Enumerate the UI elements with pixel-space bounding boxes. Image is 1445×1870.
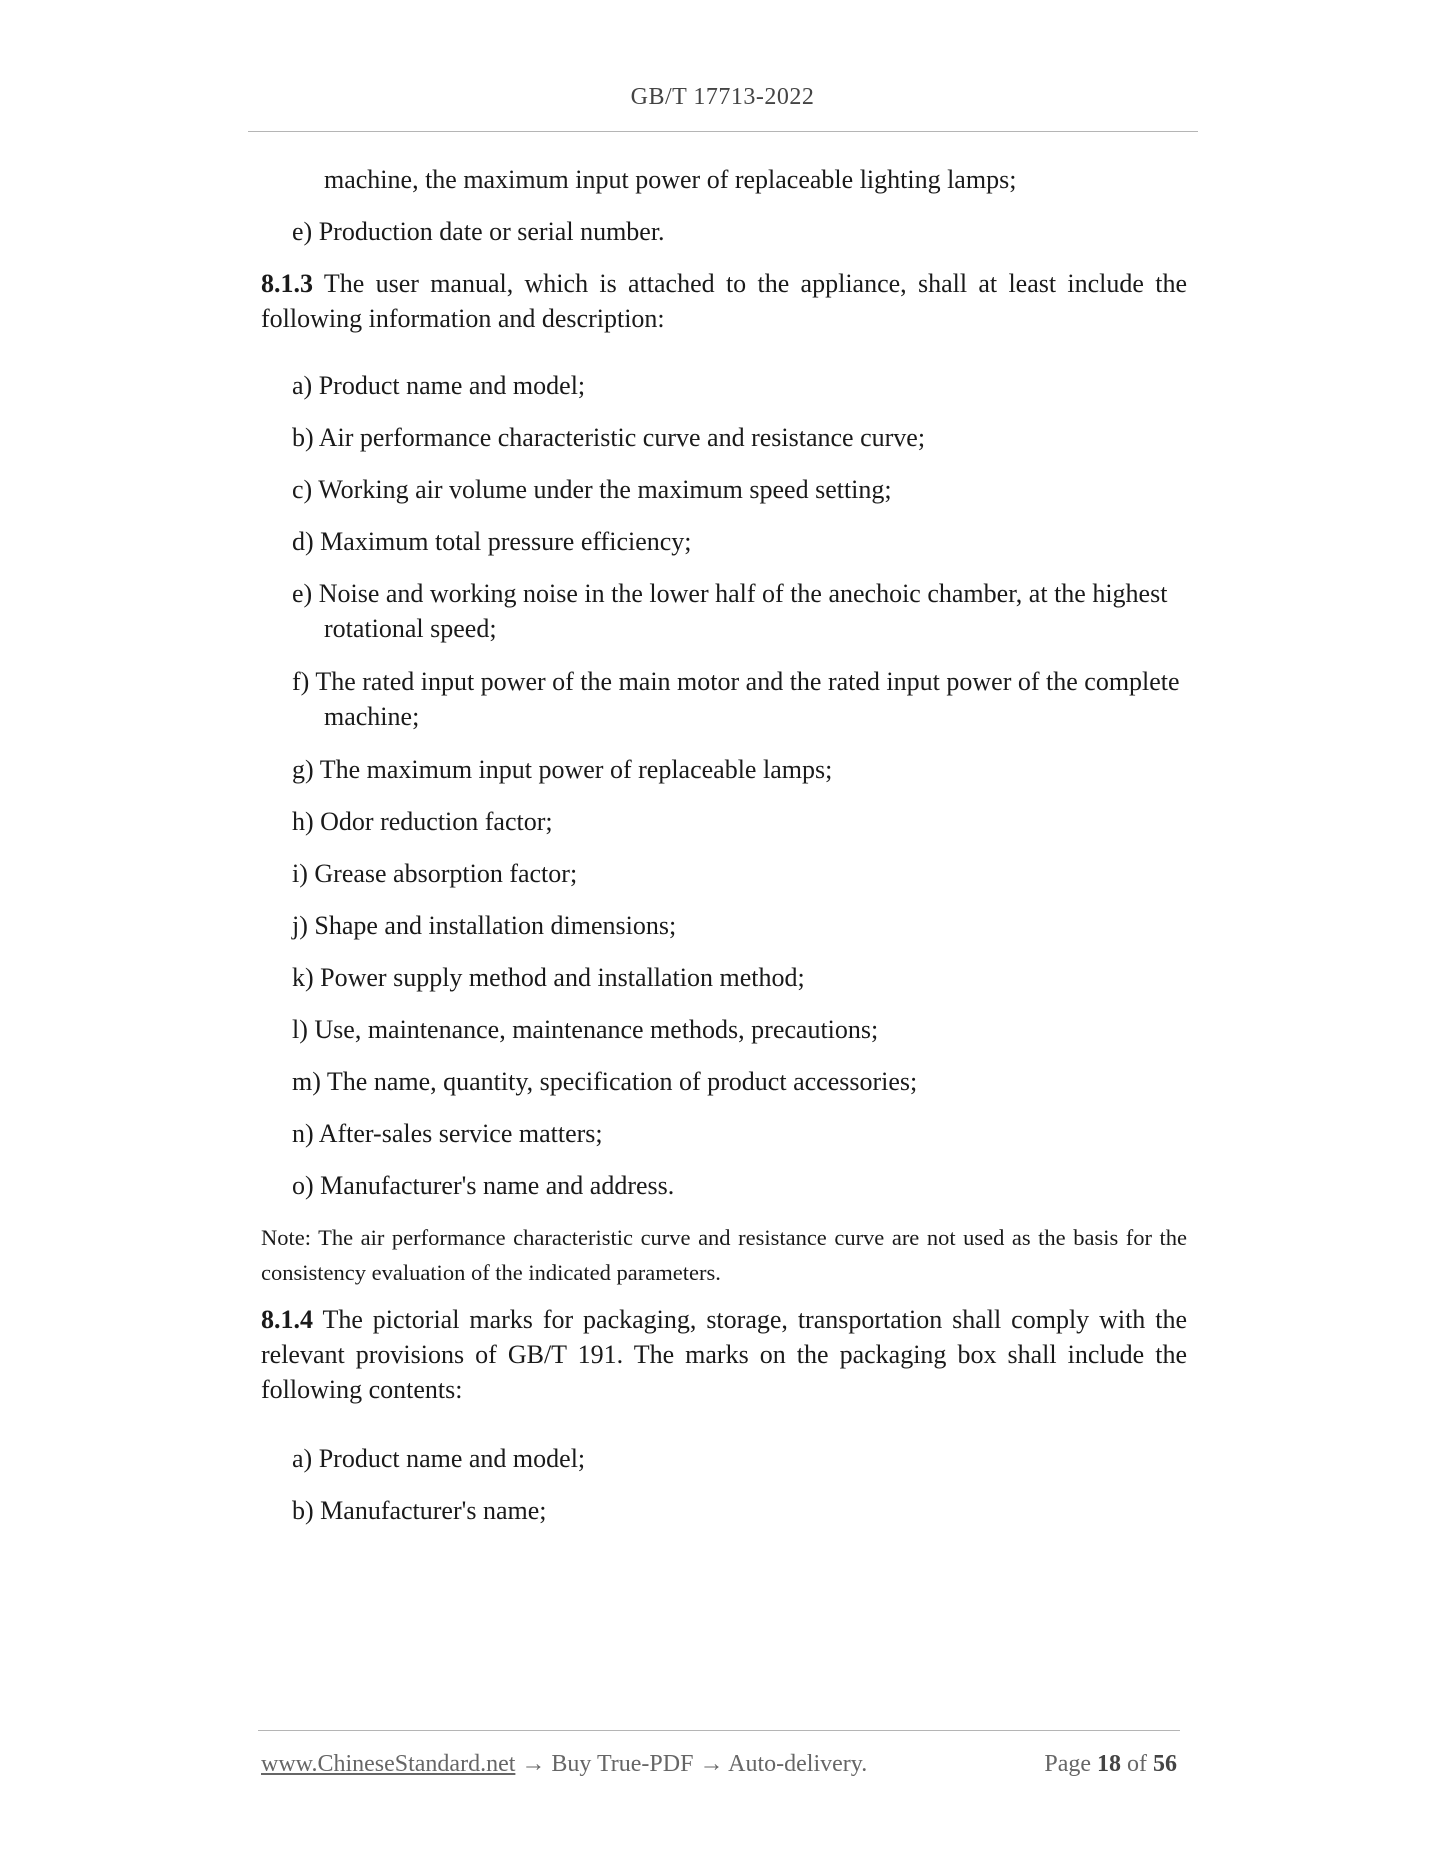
page-total: 56: [1153, 1751, 1177, 1777]
footer-promo: [261, 1751, 867, 1778]
list-item: h) Odor reduction factor;: [292, 807, 553, 836]
clause-number: 8.1.3: [261, 269, 313, 298]
list-item: e) Noise and working noise in the lower half of the anechoic chamber, at the highest rotational speed;: [292, 579, 1168, 643]
footer-divider: [258, 1730, 1180, 1731]
list-item: b) Manufacturer's name;: [292, 1496, 547, 1525]
list-item: g) The maximum input power of replaceable lamps;: [292, 755, 833, 784]
clause-8-1-4: [261, 1302, 1187, 1407]
clause-text: The user manual, which is attached to the appliance, shall at least include the following information and description:: [261, 269, 1188, 333]
list-item: k) Power supply method and installation method;: [292, 963, 805, 992]
of-label: of: [1127, 1751, 1147, 1777]
list-item: b) Air performance characteristic curve and resistance curve;: [292, 423, 926, 452]
note: Note: The air performance characteristic curve and resistance curve are not used as the basis for the consistency evaluation of the indicated parameters.: [261, 1225, 1187, 1285]
list-item: d) Maximum total pressure efficiency;: [292, 527, 692, 556]
list-item: e) Production date or serial number.: [292, 217, 665, 246]
website-link[interactable]: www.ChineseStandard.net: [261, 1751, 516, 1777]
clause-8-1-3: [261, 266, 1187, 336]
list-item: a) Product name and model;: [292, 1444, 586, 1473]
buy-pdf-text: Buy True-PDF: [551, 1751, 694, 1777]
list-item: f) The rated input power of the main motor and the rated input power of the complete machine;: [292, 667, 1180, 731]
page-number: [1044, 1751, 1177, 1778]
header-divider: [248, 131, 1198, 132]
list-item: a) Product name and model;: [292, 371, 586, 400]
list-item: c) Working air volume under the maximum speed setting;: [292, 475, 892, 504]
list-item-continuation: machine, the maximum input power of replaceable lighting lamps;: [324, 165, 1017, 194]
page-label: Page: [1044, 1751, 1091, 1777]
page-header-title: GB/T 17713-2022: [630, 84, 815, 110]
list-item: m) The name, quantity, specification of product accessories;: [292, 1067, 918, 1096]
clause-text: The pictorial marks for packaging, storage, transportation shall comply with the relevant provisions of GB/T 191. The marks on the packaging box shall include the following contents:: [261, 1305, 1187, 1404]
list-item: o) Manufacturer's name and address.: [292, 1171, 675, 1200]
list-item: l) Use, maintenance, maintenance methods, precautions;: [292, 1015, 879, 1044]
arrow-right-icon: →: [521, 1751, 546, 1777]
arrow-right-icon: →: [699, 1751, 724, 1777]
list-item: j) Shape and installation dimensions;: [292, 911, 677, 940]
list-item: n) After-sales service matters;: [292, 1119, 603, 1148]
list-item: i) Grease absorption factor;: [292, 859, 578, 888]
page-current: 18: [1097, 1751, 1121, 1777]
clause-number: 8.1.4: [261, 1305, 313, 1334]
auto-delivery-text: Auto-delivery.: [728, 1751, 868, 1777]
